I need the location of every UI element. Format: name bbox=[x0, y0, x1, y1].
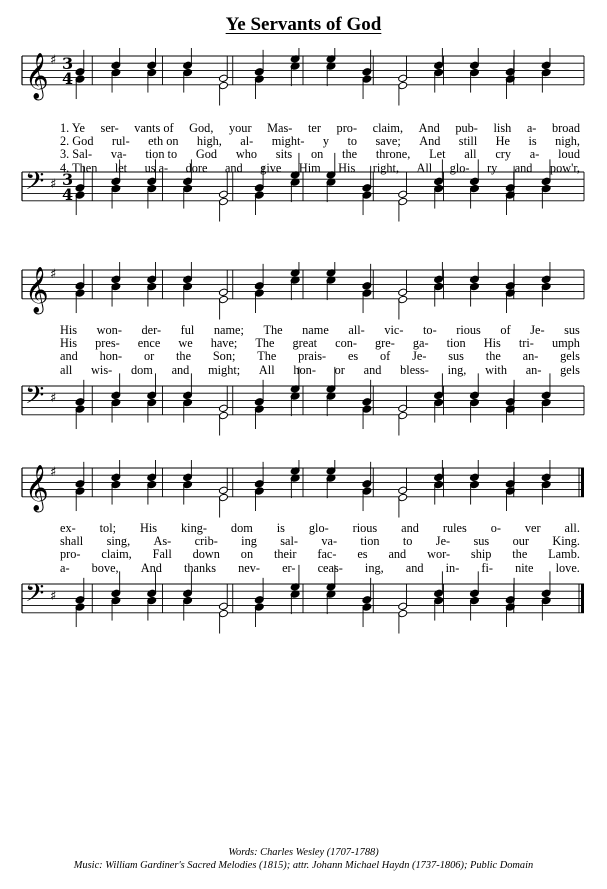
lyrics-block bbox=[60, 522, 580, 575]
lyric-syllable: dore bbox=[185, 160, 208, 175]
lyric-syllable: ex- bbox=[60, 521, 76, 535]
lyric-syllable: ry bbox=[486, 160, 498, 175]
lyric-syllable: ship bbox=[470, 547, 492, 562]
lyric-verse-line bbox=[60, 148, 580, 161]
lyric-syllable: sal- bbox=[280, 534, 298, 549]
lyric-syllable: and bbox=[405, 560, 424, 575]
lyric-syllable: high, bbox=[196, 134, 222, 149]
lyric-syllable: all bbox=[60, 362, 73, 377]
lyric-syllable: the bbox=[176, 349, 192, 364]
lyric-syllable: prais- bbox=[298, 349, 327, 364]
lyric-syllable: His bbox=[60, 323, 78, 337]
lyric-syllable: Mas- bbox=[267, 121, 293, 135]
key-signature-sharp-icon: ♯ bbox=[50, 391, 57, 406]
time-signature-digit: 4 bbox=[62, 185, 74, 204]
lyric-syllable: Him bbox=[298, 160, 321, 175]
lyric-syllable: pro- bbox=[60, 547, 81, 562]
lyric-syllable: dom bbox=[230, 521, 253, 535]
lyric-syllable: hon- bbox=[99, 349, 123, 364]
lyric-syllable: His bbox=[483, 336, 501, 351]
lyric-syllable: down bbox=[192, 547, 220, 562]
key-signature-sharp-icon: ♯ bbox=[50, 53, 57, 68]
time-signature-digit: 4 bbox=[62, 69, 74, 88]
lyric-syllable: to bbox=[347, 134, 358, 149]
lyric-syllable: won- bbox=[96, 323, 122, 337]
lyric-syllable: fac- bbox=[317, 547, 337, 562]
key-signature-sharp-icon: ♯ bbox=[50, 589, 57, 604]
lyric-syllable: And bbox=[140, 560, 162, 575]
lyric-syllable: save; bbox=[375, 134, 401, 149]
lyric-syllable: vants of bbox=[134, 121, 174, 135]
credits-words: Words: Charles Wesley (1707-1788) bbox=[228, 847, 379, 858]
lyric-verse-line bbox=[60, 350, 580, 363]
lyric-syllable: His bbox=[60, 336, 78, 351]
key-signature-sharp-icon: ♯ bbox=[50, 465, 57, 480]
lyric-syllable: wis- bbox=[91, 362, 113, 377]
lyric-syllable: Lamb. bbox=[548, 547, 580, 562]
lyric-syllable: crib- bbox=[194, 534, 218, 549]
lyric-syllable: nev- bbox=[238, 560, 261, 575]
lyric-syllable: king- bbox=[181, 521, 207, 535]
lyric-syllable: sits bbox=[275, 147, 293, 162]
lyric-verse-line bbox=[60, 548, 580, 561]
bass-clef-icon: 𝄢 bbox=[25, 167, 45, 202]
lyric-syllable: our bbox=[512, 534, 529, 549]
lyric-syllable: and bbox=[388, 547, 407, 562]
lyric-syllable: As- bbox=[153, 534, 172, 549]
lyric-syllable: tion to bbox=[145, 147, 178, 162]
lyric-syllable: a- bbox=[526, 121, 537, 135]
lyric-syllable: a- bbox=[60, 560, 70, 575]
lyric-syllable: and bbox=[60, 349, 78, 364]
lyric-syllable: thanks bbox=[183, 560, 217, 575]
lyric-syllable: umph bbox=[551, 336, 580, 351]
lyric-syllable: es bbox=[357, 547, 368, 562]
lyric-syllable: the bbox=[342, 147, 358, 162]
lyric-syllable: is bbox=[276, 521, 285, 535]
lyric-syllable: al- bbox=[240, 134, 254, 149]
lyric-syllable: rious bbox=[456, 323, 481, 337]
lyric-syllable: Je- bbox=[530, 323, 545, 337]
music-system-3 bbox=[0, 460, 607, 660]
credits bbox=[0, 846, 607, 872]
lyric-syllable: right, bbox=[372, 160, 400, 175]
lyric-syllable: fi- bbox=[481, 560, 493, 575]
lyric-syllable: might- bbox=[271, 134, 305, 149]
lyric-syllable: all- bbox=[348, 323, 365, 337]
lyric-syllable: might; bbox=[208, 362, 241, 377]
lyric-syllable: sing, bbox=[106, 534, 131, 549]
lyric-syllable: ful bbox=[180, 323, 195, 337]
lyric-syllable: have; bbox=[210, 336, 238, 351]
lyric-verse-line bbox=[60, 162, 580, 175]
lyric-syllable: love. bbox=[555, 560, 580, 575]
lyric-syllable: give bbox=[260, 160, 282, 175]
lyric-syllable: name bbox=[302, 323, 329, 337]
lyric-syllable: your bbox=[229, 121, 252, 135]
lyric-syllable: King. bbox=[552, 534, 580, 549]
lyric-syllable: va- bbox=[110, 147, 127, 162]
lyric-syllable: dom bbox=[130, 362, 153, 377]
lyric-syllable: wor- bbox=[427, 547, 451, 562]
lyric-syllable: sus bbox=[448, 349, 464, 364]
lyric-syllable: pow'r, bbox=[549, 160, 580, 175]
lyric-syllable: bless- bbox=[400, 362, 429, 377]
lyric-syllable: or bbox=[334, 362, 345, 377]
lyric-syllable: a- bbox=[529, 147, 540, 162]
lyric-syllable: rules bbox=[442, 521, 467, 535]
music-system-1 bbox=[0, 48, 607, 238]
lyric-syllable: ver bbox=[524, 521, 541, 535]
lyric-syllable: and bbox=[171, 362, 190, 377]
lyric-syllable: The bbox=[255, 336, 275, 351]
lyric-syllable: gels bbox=[560, 362, 580, 377]
key-signature-sharp-icon: ♯ bbox=[50, 177, 57, 192]
lyric-syllable: sus bbox=[473, 534, 490, 549]
lyric-syllable: y bbox=[322, 134, 330, 149]
credits-music: Music: William Gardiner's Sacred Melodies (1815); attr. Johann Michael Haydn (1737-1806); Public Domain bbox=[73, 860, 534, 871]
lyric-syllable: And bbox=[419, 134, 441, 149]
lyric-syllable: and bbox=[363, 362, 382, 377]
lyric-syllable: throne, bbox=[375, 147, 411, 162]
lyric-syllable: tion bbox=[360, 534, 380, 549]
lyric-syllable: 1. Ye bbox=[60, 121, 85, 135]
lyric-syllable: and bbox=[401, 521, 419, 535]
lyric-syllable: an- bbox=[525, 362, 542, 377]
lyric-syllable: er- bbox=[282, 560, 296, 575]
lyric-syllable: vic- bbox=[384, 323, 404, 337]
bass-clef-icon: 𝄢 bbox=[25, 381, 45, 416]
lyric-syllable: Je- bbox=[435, 534, 451, 549]
lyric-syllable: lish bbox=[493, 121, 512, 135]
lyric-syllable: glo- bbox=[308, 521, 329, 535]
lyric-syllable: bove, bbox=[91, 560, 119, 575]
lyric-syllable: His bbox=[139, 521, 158, 535]
treble-clef-icon: 𝄞 bbox=[25, 53, 49, 99]
lyric-syllable: claim, bbox=[101, 547, 132, 562]
lyric-syllable: pro- bbox=[336, 121, 358, 135]
lyric-syllable: rul- bbox=[111, 134, 130, 149]
lyric-syllable: ter bbox=[307, 121, 321, 135]
lyric-syllable: es bbox=[347, 349, 359, 364]
time-signature-digit: 3 bbox=[62, 170, 74, 189]
lyrics-block bbox=[60, 324, 580, 377]
lyric-syllable: to bbox=[402, 534, 413, 549]
lyric-syllable: who bbox=[235, 147, 258, 162]
treble-clef-icon: 𝄞 bbox=[25, 465, 49, 511]
lyric-syllable: on bbox=[310, 147, 324, 162]
lyric-syllable: gre- bbox=[375, 336, 395, 351]
lyric-syllable: great bbox=[292, 336, 318, 351]
lyric-syllable: God, bbox=[189, 121, 214, 135]
lyric-syllable: pub- bbox=[455, 121, 478, 135]
lyric-syllable: shall bbox=[60, 534, 84, 549]
lyric-syllable: hon- bbox=[293, 362, 316, 377]
lyric-syllable: us a- bbox=[144, 160, 169, 175]
lyric-syllable: 3. Sal- bbox=[60, 147, 93, 162]
lyric-syllable: cry bbox=[495, 147, 512, 162]
lyric-syllable: still bbox=[458, 134, 478, 149]
lyric-syllable: con- bbox=[335, 336, 357, 351]
treble-clef-icon: 𝄞 bbox=[25, 267, 49, 313]
lyric-syllable: and bbox=[224, 160, 243, 175]
lyric-syllable: tri- bbox=[518, 336, 534, 351]
lyric-syllable: Son; bbox=[212, 349, 236, 364]
hymn-title: Ye Servants of God bbox=[225, 14, 382, 35]
lyric-syllable: pres- bbox=[95, 336, 120, 351]
lyric-syllable: an- bbox=[522, 349, 539, 364]
lyric-syllable: Je- bbox=[412, 349, 427, 364]
lyric-syllable: The bbox=[257, 349, 277, 364]
lyric-syllable: And bbox=[418, 121, 440, 135]
lyric-verse-line bbox=[60, 364, 580, 377]
lyric-syllable: Let bbox=[429, 147, 446, 162]
key-signature-sharp-icon: ♯ bbox=[50, 267, 57, 282]
lyric-syllable: broad bbox=[551, 121, 580, 135]
lyric-syllable: ser- bbox=[100, 121, 119, 135]
lyric-verse-line bbox=[60, 522, 580, 535]
lyric-syllable: nigh, bbox=[555, 134, 580, 149]
lyric-syllable: is bbox=[528, 134, 537, 149]
lyric-syllable: rious bbox=[352, 521, 378, 535]
lyric-syllable: of bbox=[380, 349, 391, 364]
lyric-syllable: on bbox=[240, 547, 254, 562]
lyric-syllable: o- bbox=[490, 521, 501, 535]
time-signature-digit: 3 bbox=[62, 54, 74, 73]
lyric-syllable: we bbox=[178, 336, 193, 351]
lyric-syllable: and bbox=[514, 160, 533, 175]
lyric-syllable: glo- bbox=[449, 160, 470, 175]
lyric-syllable: all bbox=[464, 147, 477, 162]
music-system-2 bbox=[0, 262, 607, 452]
lyric-syllable: sus bbox=[564, 323, 580, 337]
lyric-syllable: ence bbox=[137, 336, 161, 351]
lyric-syllable: all. bbox=[564, 521, 580, 535]
lyric-syllable: The bbox=[263, 323, 283, 337]
lyric-syllable: their bbox=[273, 547, 297, 562]
lyric-syllable: gels bbox=[560, 349, 580, 364]
lyric-syllable: va- bbox=[321, 534, 338, 549]
lyric-syllable: or bbox=[143, 349, 155, 364]
lyric-syllable: let bbox=[114, 160, 128, 175]
lyric-syllable: ing, bbox=[447, 362, 467, 377]
lyric-syllable: All bbox=[416, 160, 433, 175]
lyric-verse-line bbox=[60, 562, 580, 575]
lyric-syllable: claim, bbox=[372, 121, 404, 135]
lyric-syllable: nite bbox=[515, 560, 534, 575]
lyric-syllable: name; bbox=[213, 323, 244, 337]
lyrics-block bbox=[60, 122, 580, 175]
lyric-syllable: of bbox=[500, 323, 511, 337]
lyric-syllable: ceas- bbox=[317, 560, 343, 575]
lyric-syllable: His bbox=[338, 160, 356, 175]
lyric-syllable: tol; bbox=[99, 521, 117, 535]
lyric-syllable: eth on bbox=[148, 134, 179, 149]
lyric-syllable: the bbox=[485, 349, 501, 364]
lyric-syllable: der- bbox=[141, 323, 162, 337]
lyric-syllable: 2. God bbox=[60, 134, 94, 149]
lyric-syllable: the bbox=[512, 547, 528, 562]
lyric-syllable: All bbox=[258, 362, 275, 377]
lyric-syllable: God bbox=[195, 147, 218, 162]
lyric-syllable: He bbox=[495, 134, 511, 149]
lyric-syllable: ga- bbox=[412, 336, 429, 351]
lyric-syllable: ing, bbox=[364, 560, 384, 575]
lyric-syllable: in- bbox=[445, 560, 460, 575]
lyric-syllable: 4. Then bbox=[60, 160, 98, 175]
lyric-syllable: to- bbox=[423, 323, 437, 337]
lyric-syllable: loud bbox=[558, 147, 580, 162]
lyric-syllable: with bbox=[485, 362, 507, 377]
bass-clef-icon: 𝄢 bbox=[25, 579, 45, 614]
lyric-syllable: Fall bbox=[152, 547, 172, 562]
lyric-syllable: ing bbox=[241, 534, 257, 549]
lyric-syllable: tion bbox=[446, 336, 466, 351]
